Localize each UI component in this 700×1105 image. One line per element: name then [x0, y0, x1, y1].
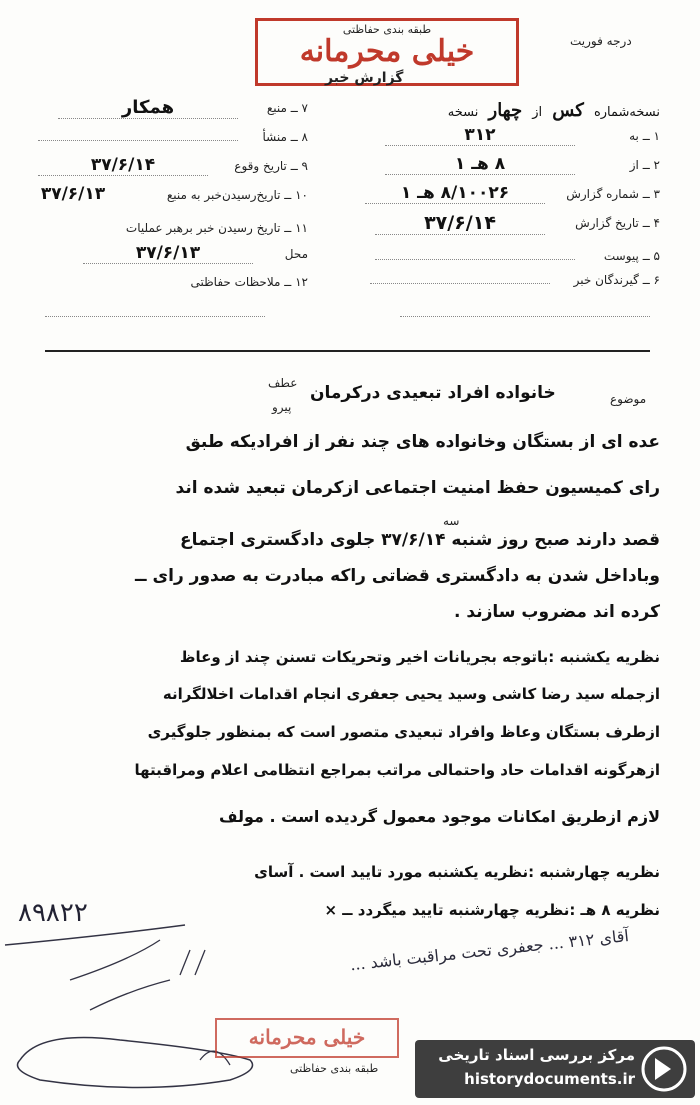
margin-note-1: عطف [268, 376, 298, 390]
field-value: ۸ هـ ۱ [385, 154, 575, 175]
field-value: ۸/۱۰۰۲۶ هـ ۱ [365, 183, 545, 204]
field-label: ۲ ــ از [629, 158, 660, 172]
field-recipients [360, 269, 660, 293]
body-line: عده ای از بستگان وخانواده های چند نفر از افرادیکه طبق [185, 432, 660, 452]
copy-line-label: نسخه‌شماره [593, 105, 660, 120]
field-attachment [360, 245, 660, 269]
field-origin [8, 126, 308, 155]
field-source [8, 97, 308, 126]
fields-left [8, 97, 308, 295]
field-value: ۳۱۲ [385, 125, 575, 146]
field-value: ۳۷/۶/۱۴ [38, 155, 208, 176]
handwritten-note: آقای ۳۱۲ ... جعفری تحت مراقبت باشد ... [349, 926, 630, 975]
copy-total-hand: چهار [488, 100, 523, 121]
fields-right [360, 125, 660, 293]
stamp-text: خیلی محرمانه [299, 34, 475, 69]
field-label: ۹ ــ تاریخ وقوع [234, 159, 308, 173]
copy-number-hand: کس [552, 100, 584, 121]
field-label: ۳ ــ شماره گزارش [566, 187, 660, 201]
field-value: ۳۷/۶/۱۴ [375, 212, 545, 235]
field-label: ۱۰ ــ تاریخ‌رسیدن‌خبر به منبع [166, 188, 308, 202]
field-label: ۱۱ ــ تاریخ رسیدن خبر برهبر عملیات [125, 221, 308, 235]
field-value [375, 245, 575, 260]
field-label: ۸ ــ منشأ [262, 130, 308, 144]
field-report-date [360, 212, 660, 245]
classification-label-top: طبقه بندی حفاظتی [342, 23, 432, 36]
field-source-receipt-date [8, 184, 308, 217]
margin-note-2: پیرو [272, 400, 292, 414]
subject-text: خانواده افراد تبعیدی درکرمان [310, 383, 556, 403]
archive-logo-icon [641, 1046, 687, 1092]
body-line: نظریه یکشنبه :باتوجه بجریانات اخیر وتحریکات تسنن چند از وعاظ [179, 648, 660, 666]
field-security-notes [8, 271, 308, 295]
field-value: ۳۷/۶/۱۳ [40, 184, 106, 204]
field-value: ۳۷/۶/۱۳ [83, 243, 253, 264]
field-label: ۱ ــ به [629, 129, 660, 143]
field-from [360, 154, 660, 183]
field-label: ۷ ــ منبع [266, 101, 308, 115]
copy-line [360, 100, 660, 121]
subject-label: موضوع [610, 392, 647, 406]
handwritten-number: ۸۹۸۲۲ [18, 898, 88, 928]
field-label: محل [284, 247, 308, 261]
field-label: ۴ ــ تاریخ گزارش [575, 216, 660, 230]
report-title: گزارش خبر [325, 70, 404, 86]
body-line: ازطرف بستگان وعاظ وافراد تبعیدی متصور است که بمنظور جلوگیری [147, 723, 660, 741]
field-value [38, 126, 238, 141]
watermark-name: مرکز بررسی اسناد تاریخی [438, 1046, 635, 1064]
body-line: نظریه چهارشنبه :نظریه یکشنبه مورد تایید است . آسای [254, 863, 660, 881]
body-line: رای کمیسیون حفظ امنیت اجتماعی ازکرمان تبعید شده اند [175, 478, 660, 498]
field-to [360, 125, 660, 154]
copy-line-of: از [532, 105, 543, 120]
field-label: ۶ ــ گیرندگان خبر [573, 273, 660, 287]
field-value [370, 269, 550, 284]
body-insert-word: سه [443, 514, 460, 528]
body-line: کرده اند مضروب سازند . [454, 602, 660, 622]
notes-line-right [400, 316, 650, 317]
body-line: وباداخل شدن به دادگستری قضاتی راکه مبادرت به صدور رای ــ [135, 566, 660, 586]
field-occurrence-date [8, 155, 308, 184]
field-location [8, 243, 308, 271]
header-rule [45, 350, 650, 352]
field-report-number [360, 183, 660, 212]
body-line: لازم ازطریق امکانات موجود معمول گردیده است . مولف [218, 807, 660, 826]
field-label: ۱۲ ــ ملاحظات حفاظتی [190, 275, 308, 289]
body-line: نظریه ۸ هـ :نظریه چهارشنبه تایید میگردد ــ × [324, 901, 660, 919]
bottom-classification-stamp: خیلی محرمانه [215, 1018, 399, 1058]
priority-label: درجه فوریت [570, 34, 632, 48]
body-line: قصد دارند صبح روز شنبه ۳۷/۶/۱۴ جلوی دادگستری اجتماع [180, 530, 660, 550]
watermark-url: historydocuments.ir [464, 1070, 635, 1088]
field-label: ۵ ــ پیوست [603, 249, 660, 263]
notes-line-left [45, 316, 265, 317]
body-line: ازهرگونه اقدامات حاد واحتمالی مراتب بمراجع انتظامی اعلام ومراقبتها [134, 761, 660, 779]
copy-line-copy: نسخه [447, 105, 479, 120]
field-value: همکار [58, 97, 238, 119]
watermark [415, 1040, 695, 1098]
field-ops-receipt-date [8, 217, 308, 243]
classification-label-bottom: طبقه بندی حفاظتی [290, 1062, 379, 1075]
body-line: ازجمله سید رضا کاشی وسید یحیی جعفری انجام اقدامات اخلالگرانه [162, 685, 660, 703]
